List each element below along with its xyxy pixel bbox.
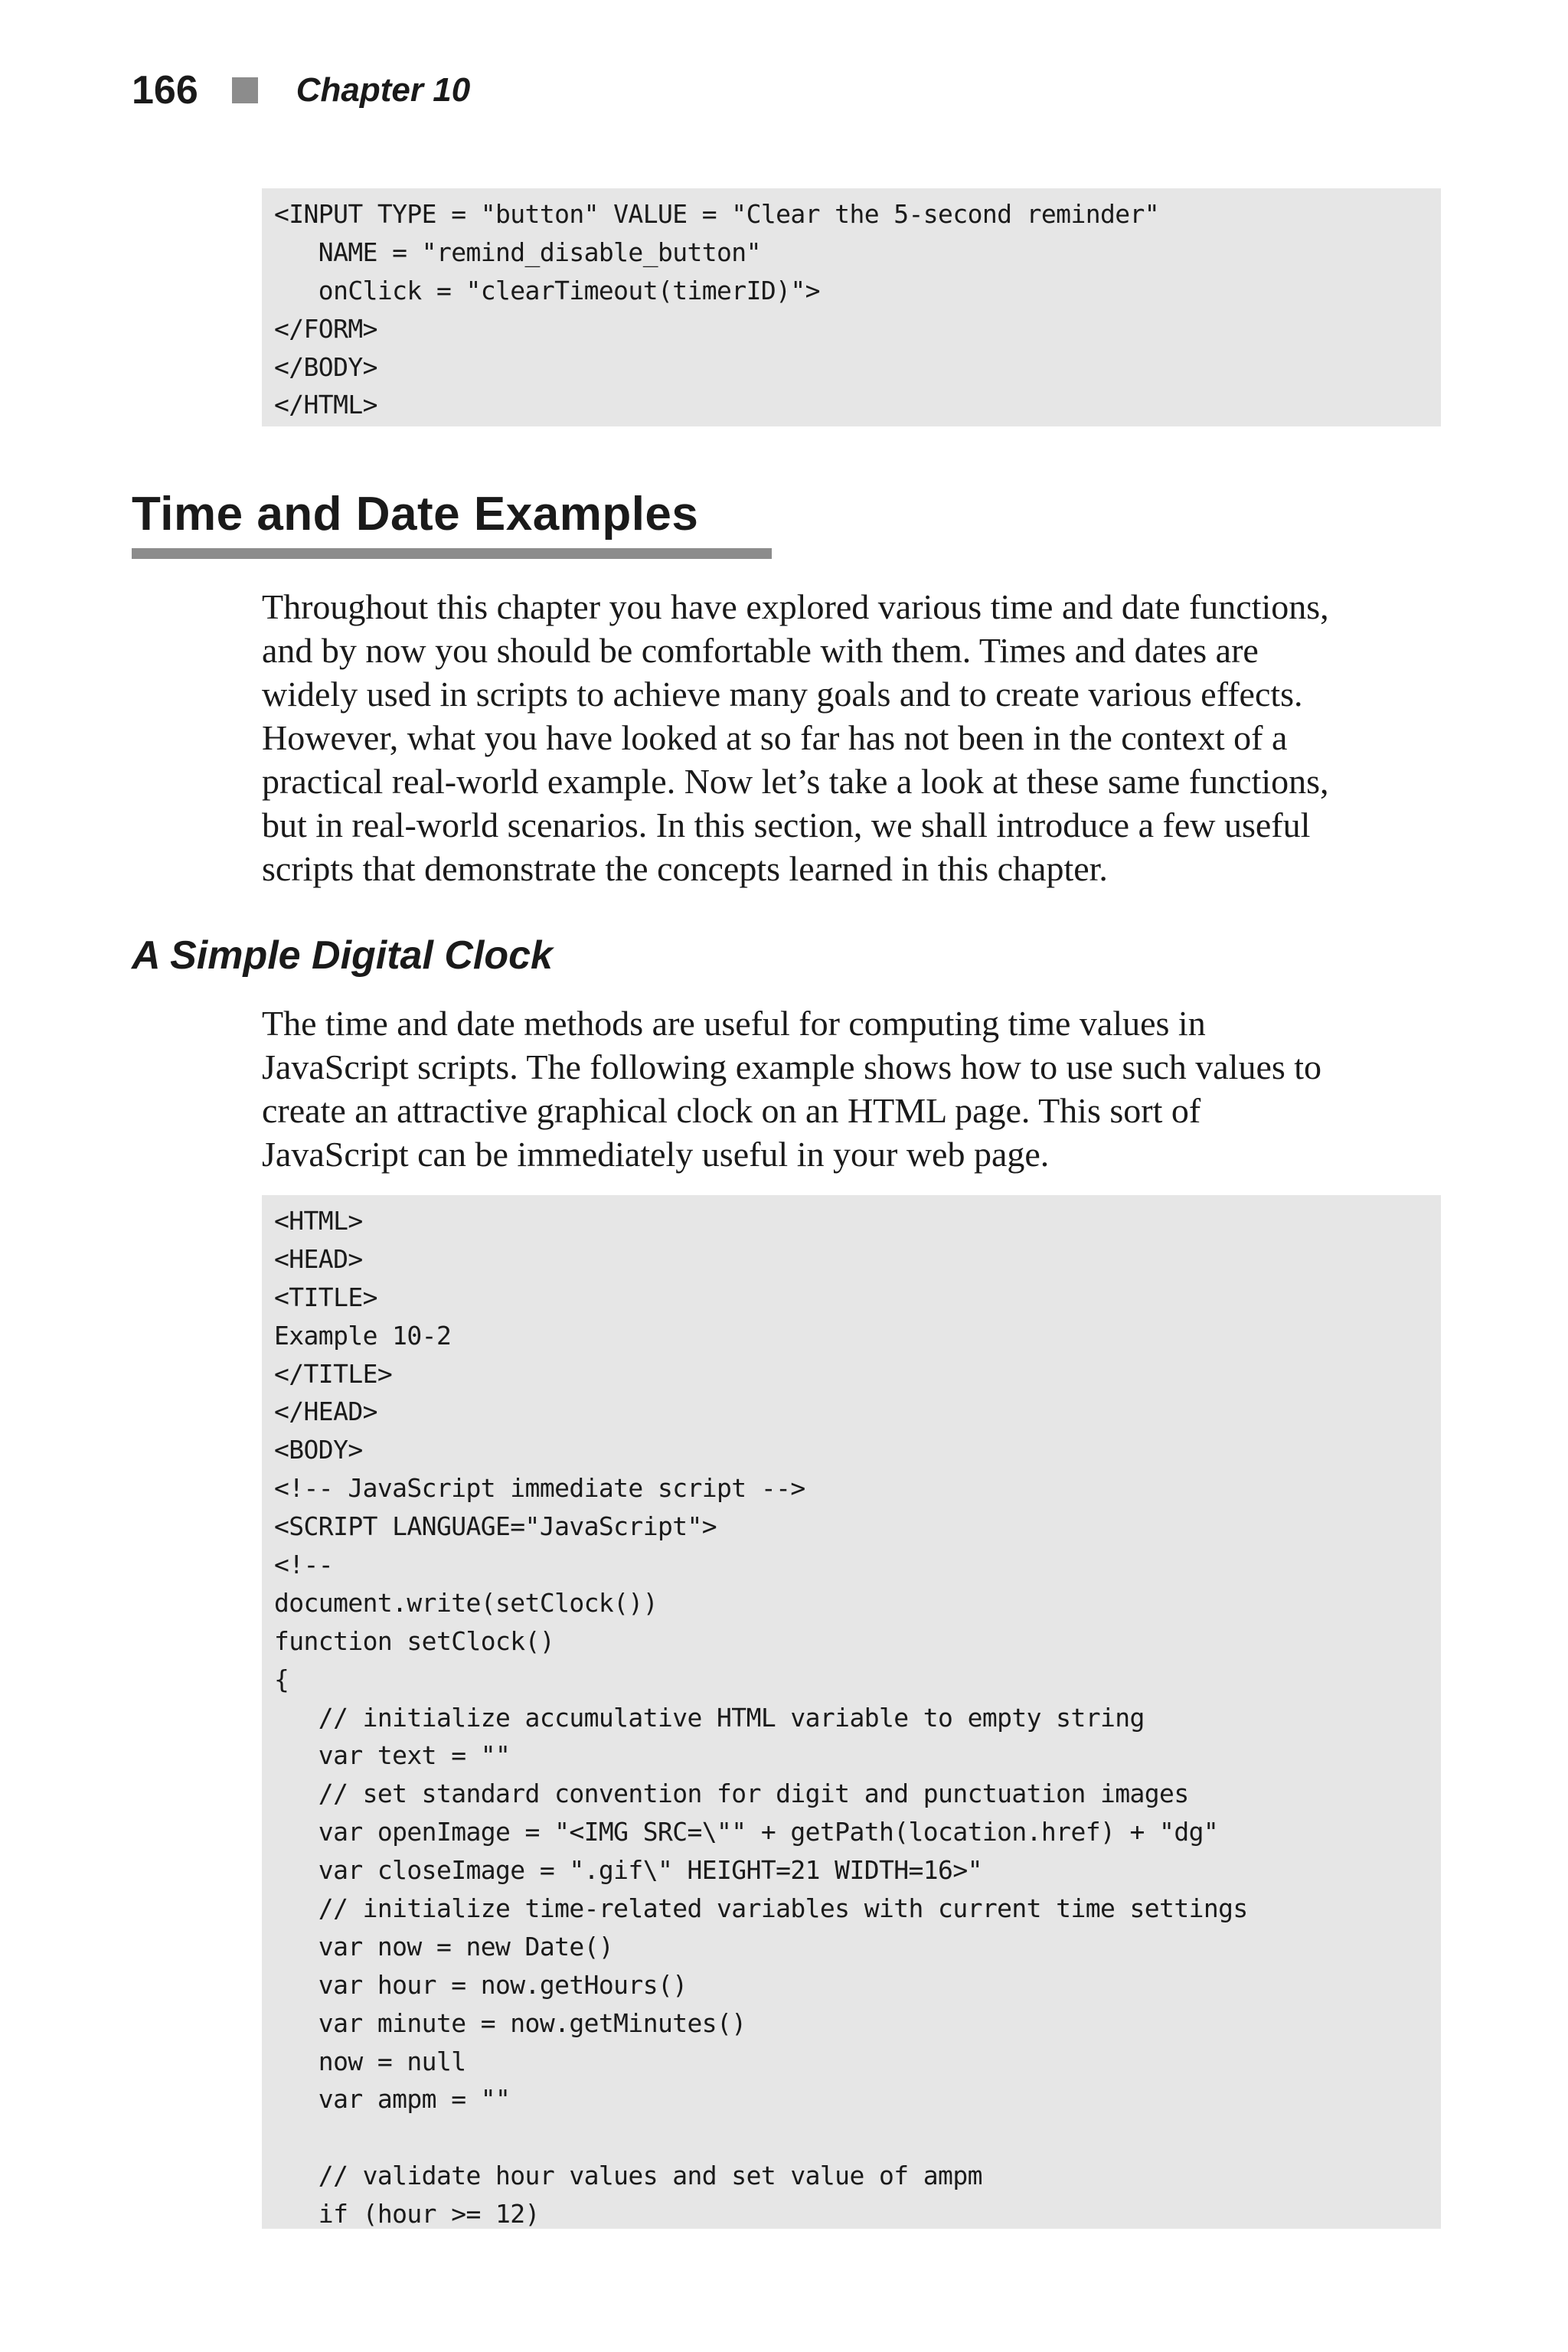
paragraph-line: widely used in scripts to achieve many goals and to create various effects. — [262, 675, 1303, 714]
code-line: </FORM> — [274, 313, 377, 344]
code-line: var minute = now.getMinutes() — [274, 2007, 746, 2038]
paragraph-line: However, what you have looked at so far has not been in the context of a — [262, 718, 1288, 757]
paragraph-line: Throughout this chapter you have explored various time and date functions, — [262, 587, 1329, 626]
paragraph-line: JavaScript scripts. The following example shows how to use such values to — [262, 1047, 1322, 1086]
code-line: if (hour >= 12) — [274, 2199, 540, 2230]
paragraph-line: but in real-world scenarios. In this section, we shall introduce a few useful — [262, 805, 1311, 844]
chapter-label: Chapter 10 — [296, 71, 471, 109]
code-line: document.write(setClock()) — [274, 1587, 658, 1618]
code-line: var openImage = "<IMG SRC=\"" + getPath(location.href) + "dg" — [274, 1817, 1219, 1847]
code-line — [274, 2118, 1429, 2157]
code-line: now = null — [274, 2046, 466, 2076]
code-line: <INPUT TYPE = "button" VALUE = "Clear the 5-second reminder" — [274, 199, 1160, 229]
code-line: <BODY> — [274, 1435, 363, 1465]
code-line: { — [274, 1664, 289, 1694]
section-heading: Time and Date Examples — [132, 488, 699, 541]
code-line: <!-- — [274, 1550, 334, 1580]
paragraph-line: and by now you should be comfortable with them. Times and dates are — [262, 631, 1259, 670]
paragraph-line: scripts that demonstrate the concepts learned in this chapter. — [262, 849, 1108, 888]
code-line: var closeImage = ".gif\" HEIGHT=21 WIDTH=16>" — [274, 1855, 982, 1886]
code-line: <HTML> — [274, 1206, 363, 1236]
page-number: 166 — [132, 68, 198, 113]
code-line: var ampm = "" — [274, 2084, 511, 2115]
code-line: <SCRIPT LANGUAGE="JavaScript"> — [274, 1511, 717, 1542]
code-line: function setClock() — [274, 1625, 555, 1656]
intro-paragraph — [262, 585, 1456, 890]
paragraph-line: The time and date methods are useful for computing time values in — [262, 1004, 1206, 1043]
code-line: </TITLE> — [274, 1358, 393, 1389]
running-head-square-ornament — [232, 77, 258, 103]
subsection-heading: A Simple Digital Clock — [132, 933, 553, 978]
code-line: <HEAD> — [274, 1243, 363, 1274]
paragraph-line: JavaScript can be immediately useful in your web page. — [262, 1135, 1050, 1174]
code-line: // initialize accumulative HTML variable to empty string — [274, 1702, 1145, 1733]
code-line: </HEAD> — [274, 1396, 377, 1427]
code-line: onClick = "clearTimeout(timerID)"> — [274, 275, 820, 305]
code-line: // initialize time-related variables with current time settings — [274, 1893, 1248, 1924]
code-block-example-10-2 — [262, 1195, 1441, 2229]
code-line: </HTML> — [274, 390, 377, 420]
section-heading-underline — [132, 548, 772, 559]
code-line: <!-- JavaScript immediate script --> — [274, 1473, 805, 1504]
code-block-form-end — [262, 188, 1441, 426]
paragraph-line: practical real-world example. Now let’s take a look at these same functions, — [262, 762, 1329, 801]
code-line: // validate hour values and set value of ampm — [274, 2161, 982, 2191]
running-head — [132, 67, 470, 113]
code-line: // set standard convention for digit and punctuation images — [274, 1779, 1189, 1809]
clock-paragraph — [262, 1001, 1456, 1176]
code-line: <TITLE> — [274, 1282, 377, 1312]
code-line: NAME = "remind_disable_button" — [274, 237, 761, 267]
code-line: var hour = now.getHours() — [274, 1969, 688, 2000]
code-line: </BODY> — [274, 351, 377, 382]
code-line: var now = new Date() — [274, 1931, 614, 1962]
paragraph-line: create an attractive graphical clock on an HTML page. This sort of — [262, 1091, 1201, 1130]
code-line: Example 10-2 — [274, 1320, 452, 1351]
code-line: var text = "" — [274, 1740, 511, 1771]
